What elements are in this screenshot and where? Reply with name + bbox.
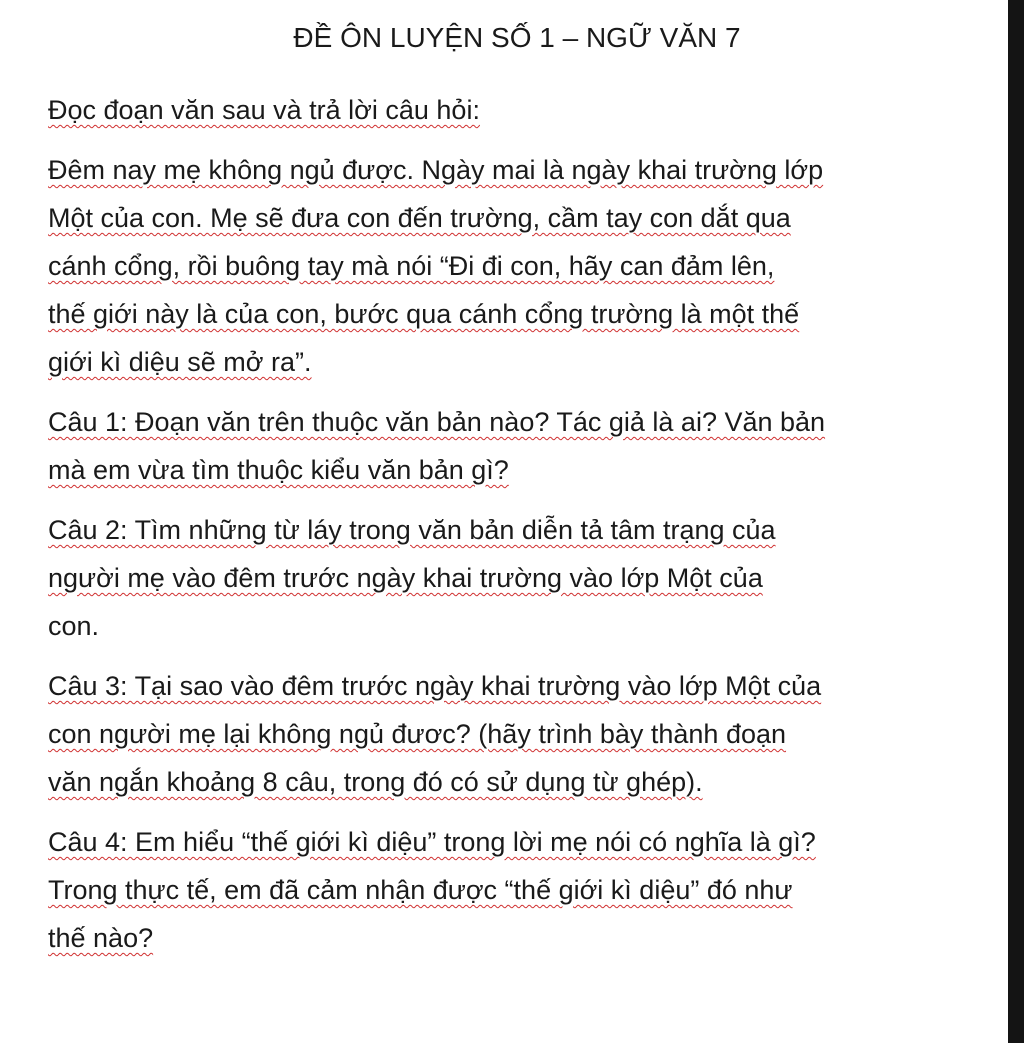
document-title: ĐỀ ÔN LUYỆN SỐ 1 – NGỮ VĂN 7 xyxy=(293,22,741,53)
question-line: thế nào? xyxy=(48,923,154,953)
passage-paragraph xyxy=(48,146,998,386)
question-line: Câu 3: Tại sao vào đêm trước ngày khai trường vào lớp Một của xyxy=(48,671,822,701)
document-content xyxy=(48,18,998,974)
passage-line: Một của con. Mẹ sẽ đưa con đến trường, cầm tay con dắt qua xyxy=(48,203,791,233)
passage-line: Đêm nay mẹ không ngủ được. Ngày mai là ngày khai trường lớp xyxy=(48,155,824,185)
question-line: con người mẹ lại không ngủ đươc? (hãy trình bày thành đoạn xyxy=(48,719,787,749)
question-1 xyxy=(48,398,998,494)
window-right-edge xyxy=(1008,0,1024,1043)
instruction-line: Đọc đoạn văn sau và trả lời câu hỏi: xyxy=(48,95,480,125)
question-3 xyxy=(48,662,998,806)
passage-line: thế giới này là của con, bước qua cánh cổng trường là một thế xyxy=(48,299,800,329)
passage-line: cánh cổng, rồi buông tay mà nói “Đi đi con, hãy can đảm lên, xyxy=(48,251,775,281)
instruction-paragraph xyxy=(48,86,998,134)
passage-line: giới kì diệu sẽ mở ra”. xyxy=(48,347,312,377)
question-line: mà em vừa tìm thuộc kiểu văn bản gì? xyxy=(48,455,509,485)
question-line: Câu 2: Tìm những từ láy trong văn bản diễn tả tâm trạng của xyxy=(48,515,776,545)
question-line: văn ngắn khoảng 8 câu, trong đó có sử dụng từ ghép). xyxy=(48,767,703,797)
question-2 xyxy=(48,506,998,650)
question-line: Câu 1: Đoạn văn trên thuộc văn bản nào? Tác giả là ai? Văn bản xyxy=(48,407,826,437)
question-line: con. xyxy=(48,611,100,641)
question-line: Trong thực tế, em đã cảm nhận được “thế giới kì diệu” đó như xyxy=(48,875,793,905)
question-line: người mẹ vào đêm trước ngày khai trường vào lớp Một của xyxy=(48,563,763,593)
question-line: Câu 4: Em hiểu “thế giới kì diệu” trong lời mẹ nói có nghĩa là gì? xyxy=(48,827,816,857)
question-4 xyxy=(48,818,998,962)
